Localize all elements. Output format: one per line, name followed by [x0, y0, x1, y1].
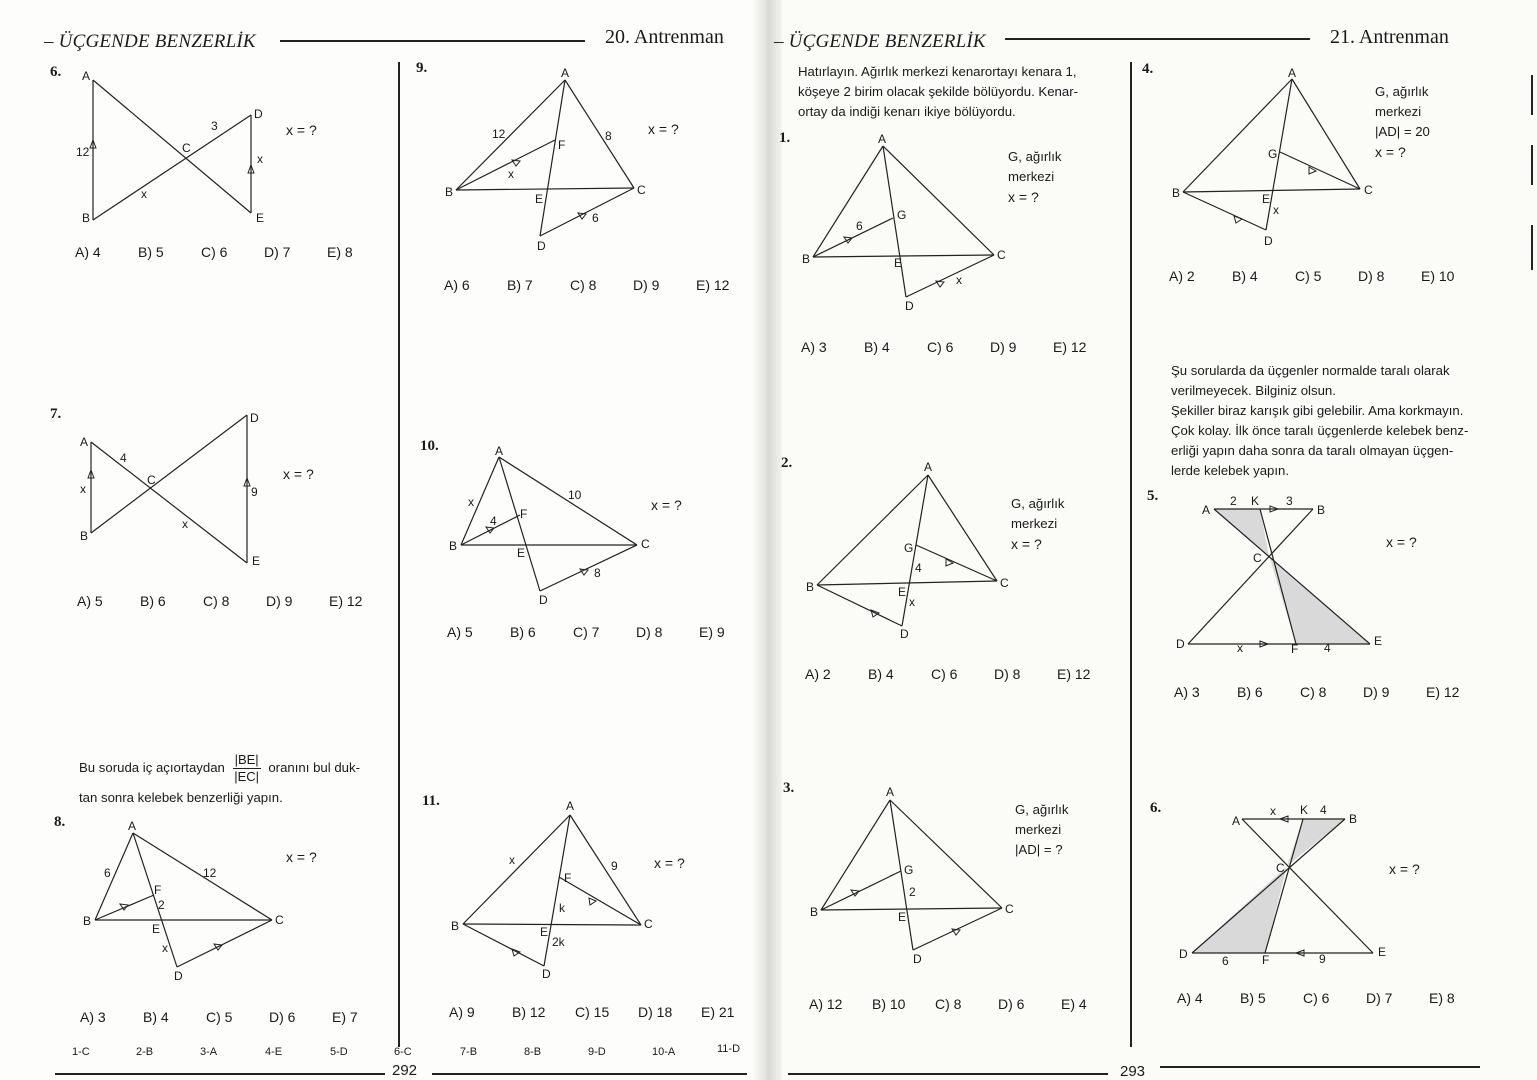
q3R-given-3: |AD| = ? — [1015, 842, 1063, 857]
q8L-opt-b[interactable]: B) 4 — [143, 1009, 169, 1025]
q5R-A: A — [1202, 503, 1211, 517]
q5R-3: 3 — [1286, 494, 1293, 508]
q6R-opt-b[interactable]: B) 5 — [1240, 990, 1266, 1006]
q9L-D: D — [537, 239, 546, 253]
q6L-x2: x — [141, 187, 147, 201]
q4R-opt-a[interactable]: A) 2 — [1169, 268, 1195, 284]
q3R-opt-d[interactable]: D) 6 — [998, 996, 1025, 1012]
q6R-C: C — [1276, 861, 1285, 875]
q9L-C: C — [637, 183, 646, 197]
q7L-x2: x — [182, 517, 188, 531]
q7L-x1: x — [80, 482, 86, 496]
q2R-opt-a[interactable]: A) 2 — [805, 666, 831, 682]
q2R-G: G — [904, 541, 914, 555]
right-note-line5: erliği yapın daha sonra da taralı olmayan üçgen- — [1171, 443, 1454, 458]
q3R-C: C — [1005, 902, 1014, 916]
q3R-given-1: G, ağırlık — [1015, 802, 1069, 817]
q3R-A: A — [886, 785, 895, 799]
q2R-opt-b[interactable]: B) 4 — [868, 666, 894, 682]
q4R-B: B — [1172, 186, 1181, 200]
q2R-E: E — [898, 585, 907, 599]
q6-right-number: 6. — [1150, 800, 1162, 816]
q1R-A: A — [878, 132, 887, 146]
q1R-opt-b[interactable]: B) 4 — [864, 339, 890, 355]
q8L-options — [80, 1009, 358, 1025]
q3R-opt-a[interactable]: A) 12 — [809, 996, 843, 1012]
answer-key-6: 6-C — [394, 1046, 412, 1058]
q5R-F: F — [1291, 642, 1299, 656]
answer-key-5: 5-D — [330, 1046, 348, 1058]
q6L-opt-c[interactable]: C) 6 — [201, 244, 228, 260]
q4R-C: C — [1364, 183, 1373, 197]
q5R-opt-b[interactable]: B) 6 — [1237, 684, 1263, 700]
q1R-E: E — [894, 256, 903, 270]
q11L-xq: x = ? — [654, 855, 685, 871]
q8-left-number: 8. — [54, 814, 66, 830]
answer-key-9: 9-D — [588, 1046, 606, 1058]
q7L-D: D — [250, 411, 259, 425]
q7L-opt-e[interactable]: E) 12 — [329, 593, 363, 609]
q6-left-number: 6. — [50, 64, 62, 80]
q4R-E: E — [1262, 192, 1271, 206]
q8L-note-line2: tan sonra kelebek benzerliği yapın. — [79, 790, 283, 805]
q1R-6: 6 — [856, 219, 863, 233]
q6L-x1: x — [257, 152, 263, 166]
q6R-opt-c[interactable]: C) 6 — [1303, 990, 1330, 1006]
q1R-opt-c[interactable]: C) 6 — [927, 339, 954, 355]
q4R-opt-c[interactable]: C) 5 — [1295, 268, 1322, 284]
q3R-given-2: merkezi — [1015, 822, 1062, 837]
q9L-6: 6 — [592, 211, 599, 225]
q4R-x: x — [1273, 203, 1279, 217]
q9L-x: x — [508, 167, 514, 181]
q8L-opt-e[interactable]: E) 7 — [332, 1009, 358, 1025]
q1R-B: B — [802, 252, 811, 266]
q2R-D: D — [900, 627, 909, 641]
q3R-G: G — [904, 863, 914, 877]
q3R-2: 2 — [909, 885, 916, 899]
q8L-opt-d[interactable]: D) 6 — [269, 1009, 296, 1025]
q2R-opt-c[interactable]: C) 6 — [931, 666, 958, 682]
q1-right-number: 1. — [779, 130, 791, 146]
q4R-opt-d[interactable]: D) 8 — [1358, 268, 1385, 284]
q3R-opt-e[interactable]: E) 4 — [1061, 996, 1087, 1012]
q2R-given-1: G, ağırlık — [1011, 496, 1065, 511]
q10L-4: 4 — [490, 514, 497, 528]
q5R-opt-a[interactable]: A) 3 — [1174, 684, 1200, 700]
q9L-12: 12 — [492, 127, 506, 141]
q7L-A: A — [80, 435, 89, 449]
q4-right-number: 4. — [1142, 61, 1154, 77]
q9L-opt-c[interactable]: C) 8 — [570, 277, 597, 293]
q10L-x: x — [468, 495, 474, 509]
q9L-F: F — [558, 138, 566, 152]
q4R-given-1: G, ağırlık — [1375, 84, 1429, 99]
q5R-K: K — [1251, 494, 1260, 508]
q4R-opt-b[interactable]: B) 4 — [1232, 268, 1258, 284]
q4R-given-2: merkezi — [1375, 104, 1422, 119]
q8L-xq: x = ? — [286, 849, 317, 865]
q7-left-number: 7. — [50, 406, 62, 422]
q6L-opt-e[interactable]: E) 8 — [327, 244, 353, 260]
q8L-frac-den: |EC| — [234, 769, 260, 784]
q5R-C: C — [1253, 551, 1262, 565]
q10L-opt-e[interactable]: E) 9 — [699, 624, 725, 640]
q6R-options — [1177, 990, 1455, 1006]
q11L-9: 9 — [611, 859, 618, 873]
answer-key-11: 11-D — [717, 1043, 741, 1055]
q8L-opt-c[interactable]: C) 5 — [206, 1009, 233, 1025]
right-note-line2: verilmeyecek. Bilginiz olsun. — [1171, 383, 1336, 398]
q6R-opt-e[interactable]: E) 8 — [1429, 990, 1455, 1006]
answer-key-10: 10-A — [652, 1046, 676, 1058]
q3-right-number: 3. — [783, 780, 795, 796]
q4R-xq: x = ? — [1375, 144, 1406, 160]
q5R-opt-d[interactable]: D) 9 — [1363, 684, 1390, 700]
q5-right-number: 5. — [1147, 488, 1159, 504]
q7L-opt-a[interactable]: A) 5 — [77, 593, 103, 609]
q11L-D: D — [542, 967, 551, 981]
answer-key-4: 4-E — [265, 1046, 283, 1058]
answer-key-3: 3-A — [200, 1046, 218, 1058]
q9L-opt-a[interactable]: A) 6 — [444, 277, 470, 293]
q2R-opt-e[interactable]: E) 12 — [1057, 666, 1091, 682]
q7L-E: E — [252, 554, 261, 568]
q6L-D: D — [254, 107, 263, 121]
q7L-opt-c[interactable]: C) 8 — [203, 593, 230, 609]
q2R-C: C — [1000, 576, 1009, 590]
q2R-A: A — [924, 460, 933, 474]
q11L-opt-d[interactable]: D) 18 — [638, 1004, 673, 1020]
right-footer-rule-2 — [1160, 1066, 1480, 1068]
q8L-opt-a[interactable]: A) 3 — [80, 1009, 106, 1025]
q1R-opt-d[interactable]: D) 9 — [990, 339, 1017, 355]
q5R-E: E — [1374, 634, 1383, 648]
q9L-opt-e[interactable]: E) 12 — [696, 277, 730, 293]
q2R-4: 4 — [915, 561, 922, 575]
q6L-B: B — [82, 211, 91, 225]
q5R-4: 4 — [1324, 641, 1331, 655]
q6L-C: C — [182, 141, 191, 155]
q3R-opt-c[interactable]: C) 8 — [935, 996, 962, 1012]
q6L-opt-b[interactable]: B) 5 — [138, 244, 164, 260]
q5R-xq: x = ? — [1386, 534, 1417, 550]
q8L-D: D — [174, 969, 183, 983]
q10L-opt-b[interactable]: B) 6 — [510, 624, 536, 640]
q1R-D: D — [905, 299, 914, 313]
q1R-given-2: merkezi — [1008, 169, 1055, 184]
q2R-xq: x = ? — [1011, 536, 1042, 552]
q6L-opt-a[interactable]: A) 4 — [75, 244, 101, 260]
q4R-A: A — [1288, 66, 1297, 80]
q4R-given-3: |AD| = 20 — [1375, 124, 1430, 139]
q4R-G: G — [1268, 147, 1278, 161]
q6R-x: x — [1270, 804, 1276, 818]
q10L-B: B — [449, 539, 458, 553]
q7L-xq: x = ? — [283, 466, 314, 482]
q3R-opt-b[interactable]: B) 10 — [872, 996, 906, 1012]
q5R-x: x — [1237, 641, 1243, 655]
q6R-xq: x = ? — [1389, 861, 1420, 877]
q10L-opt-a[interactable]: A) 5 — [447, 624, 473, 640]
q2R-B: B — [806, 580, 815, 594]
q8L-A: A — [128, 819, 137, 833]
answer-key-7: 7-B — [460, 1046, 478, 1058]
q11L-opt-b[interactable]: B) 12 — [512, 1004, 546, 1020]
q2-right-number: 2. — [781, 455, 793, 471]
right-intro-line1: Hatırlayın. Ağırlık merkezi kenarortayı kenara 1, — [798, 64, 1077, 79]
right-note-line6: lerde kelebek yapın. — [1171, 463, 1290, 478]
answer-key-2: 2-B — [136, 1046, 154, 1058]
q1R-x: x — [956, 273, 962, 287]
answer-key-8: 8-B — [524, 1046, 542, 1058]
left-footer-rule-2 — [432, 1073, 747, 1075]
left-footer-rule-1 — [55, 1073, 385, 1075]
q1R-G: G — [897, 208, 907, 222]
q9L-B: B — [445, 185, 454, 199]
q9-left-number: 9. — [416, 60, 428, 76]
q10L-F: F — [520, 507, 528, 521]
q4R-D: D — [1264, 234, 1273, 248]
q6R-9: 9 — [1319, 952, 1326, 966]
q6L-xq: x = ? — [286, 122, 317, 138]
q1R-opt-a[interactable]: A) 3 — [801, 339, 827, 355]
left-page-number: 292 — [392, 1062, 418, 1079]
q8L-2: 2 — [158, 898, 165, 912]
q6R-A: A — [1232, 814, 1241, 828]
q6R-K: K — [1300, 803, 1309, 817]
right-note-line3: Şekiller biraz karışık gibi gelebilir. Ama korkmayın. — [1171, 403, 1464, 418]
q6R-6: 6 — [1222, 954, 1229, 968]
q11L-2k: 2k — [552, 935, 565, 949]
q6L-opt-d[interactable]: D) 7 — [264, 244, 291, 260]
q11L-C: C — [644, 917, 653, 931]
right-footer-rule-1 — [788, 1073, 1108, 1075]
q11L-E: E — [540, 925, 549, 939]
q10L-10: 10 — [568, 488, 582, 502]
q7L-4: 4 — [120, 451, 127, 465]
right-intro-line3: ortay da indiği kenarı ikiye bölüyordu. — [798, 104, 1016, 119]
q8L-note-start: Bu soruda iç açıortaydan — [79, 759, 225, 775]
q10L-D: D — [539, 593, 548, 607]
q1R-xq: x = ? — [1008, 189, 1039, 205]
q8L-C: C — [275, 913, 284, 927]
q8L-F: F — [154, 883, 162, 897]
q8L-x: x — [162, 941, 168, 955]
right-note-line1: Şu sorularda da üçgenler normalde taralı olarak — [1171, 363, 1450, 378]
q8L-12: 12 — [203, 866, 217, 880]
q10L-A: A — [495, 444, 504, 458]
q9L-opt-d[interactable]: D) 9 — [633, 277, 660, 293]
q7L-opt-d[interactable]: D) 9 — [266, 593, 293, 609]
q11-left-number: 11. — [422, 793, 440, 809]
right-note-line4: Çok kolay. İlk önce taralı üçgenlerde kelebek benz- — [1171, 423, 1469, 438]
q5R-opt-c[interactable]: C) 8 — [1300, 684, 1327, 700]
q7L-9: 9 — [251, 485, 258, 499]
q5R-2: 2 — [1230, 494, 1237, 508]
left-header-section: 20. Antrenman — [605, 26, 724, 48]
q6L-A: A — [82, 69, 91, 83]
q6L-3: 3 — [211, 119, 218, 133]
q8L-frac-num: |BE| — [234, 752, 259, 767]
q11L-k: k — [559, 901, 565, 915]
q1R-C: C — [997, 248, 1006, 262]
right-intro-line2: köşeye 2 birim olacak şekilde bölüyordu. Kenar- — [798, 84, 1079, 99]
q11L-opt-a[interactable]: A) 9 — [449, 1004, 475, 1020]
q6R-opt-d[interactable]: D) 7 — [1366, 990, 1393, 1006]
q10L-8: 8 — [594, 566, 601, 580]
q7L-B: B — [80, 529, 89, 543]
left-header-title: – ÜÇGENDE BENZERLİK — [44, 31, 256, 52]
q2R-x: x — [909, 595, 915, 609]
right-header-title: – ÜÇGENDE BENZERLİK — [774, 31, 986, 52]
q11L-A: A — [566, 799, 575, 813]
q3R-E: E — [898, 910, 907, 924]
q10L-xq: x = ? — [651, 497, 682, 513]
q7L-opt-b[interactable]: B) 6 — [140, 593, 166, 609]
q8L-6: 6 — [104, 866, 111, 880]
q10L-opt-c[interactable]: C) 7 — [573, 624, 600, 640]
q10L-E: E — [517, 546, 526, 560]
q10L-C: C — [641, 537, 650, 551]
q6R-F: F — [1262, 953, 1270, 967]
q2R-given-2: merkezi — [1011, 516, 1058, 531]
q2R-opt-d[interactable]: D) 8 — [994, 666, 1021, 682]
q8L-E: E — [152, 922, 161, 936]
q6R-E: E — [1378, 945, 1387, 959]
q9L-8: 8 — [605, 129, 612, 143]
q6R-opt-a[interactable]: A) 4 — [1177, 990, 1203, 1006]
q11L-F: F — [564, 871, 572, 885]
q3R-D: D — [913, 952, 922, 966]
q6R-B: B — [1349, 812, 1358, 826]
q9L-A: A — [561, 66, 570, 80]
right-header-section: 21. Antrenman — [1330, 26, 1449, 48]
q1R-opt-e[interactable]: E) 12 — [1053, 339, 1087, 355]
q6L-E: E — [256, 211, 265, 225]
q7L-C: C — [147, 473, 156, 487]
q8L-note-end: oranını bul duk- — [268, 759, 360, 775]
q5R-B: B — [1317, 503, 1326, 517]
answer-key-1: 1-C — [72, 1046, 90, 1058]
q9L-xq: x = ? — [648, 121, 679, 137]
q6R-D: D — [1179, 947, 1188, 961]
q11L-opt-c[interactable]: C) 15 — [575, 1004, 610, 1020]
right-page-number: 293 — [1120, 1063, 1146, 1080]
q11L-options — [449, 1004, 734, 1020]
q11L-B: B — [451, 919, 460, 933]
q11L-opt-e[interactable]: E) 21 — [701, 1004, 735, 1020]
q10-left-number: 10. — [420, 438, 439, 454]
q8L-B: B — [83, 914, 92, 928]
q9L-E: E — [535, 192, 544, 206]
q6R-4: 4 — [1320, 803, 1327, 817]
q11L-x: x — [509, 853, 515, 867]
q4R-opt-e[interactable]: E) 10 — [1421, 268, 1455, 284]
q3R-B: B — [810, 905, 819, 919]
q5R-D: D — [1176, 637, 1185, 651]
q1R-given-1: G, ağırlık — [1008, 149, 1062, 164]
q6L-12: 12 — [76, 145, 90, 159]
q5R-opt-e[interactable]: E) 12 — [1426, 684, 1460, 700]
q9L-opt-b[interactable]: B) 7 — [507, 277, 533, 293]
q10L-opt-d[interactable]: D) 8 — [636, 624, 663, 640]
